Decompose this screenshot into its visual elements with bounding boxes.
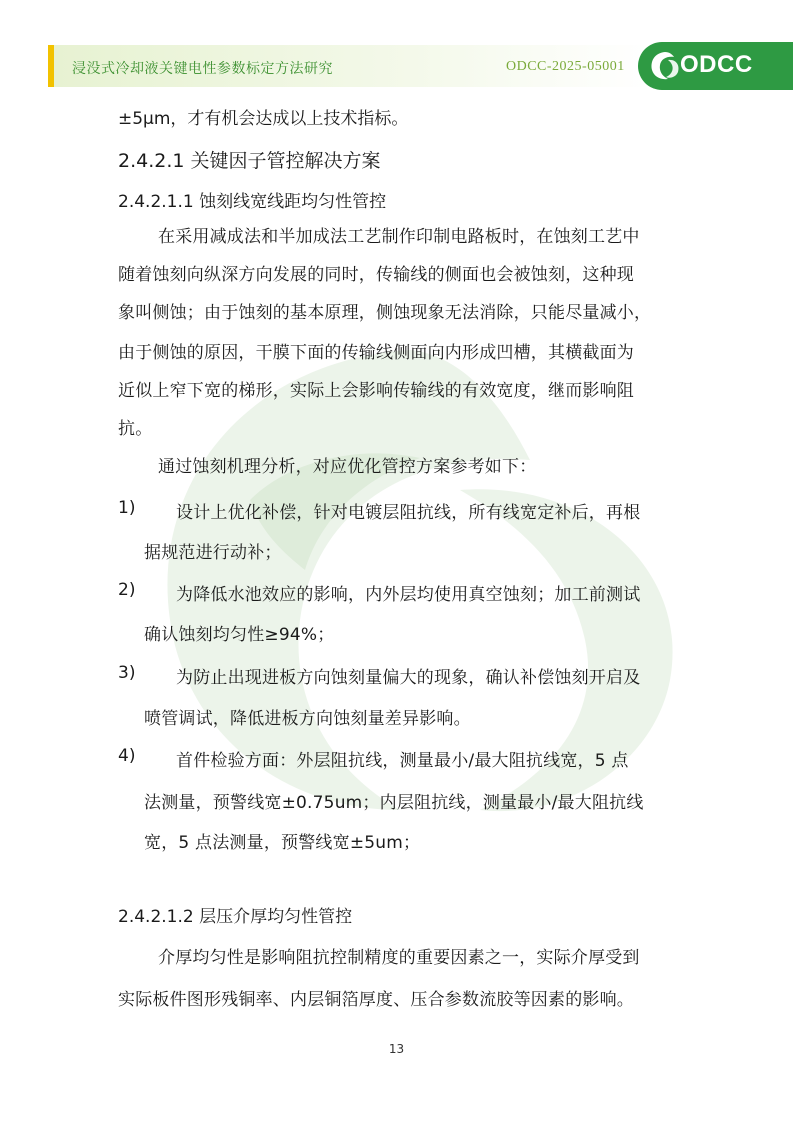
paragraph-line: 由于侧蚀的原因，干膜下面的传输线侧面向内形成凹槽，其横截面为 <box>118 343 634 363</box>
page-number: 13 <box>388 1042 405 1056</box>
paragraph-line: 抗。 <box>118 419 153 439</box>
list-item: 首件检验方面：外层阻抗线，测量最小/最大阻抗线宽，5 点 <box>176 751 629 771</box>
paragraph-line: 在采用减成法和半加成法工艺制作印制电路板时，在蚀刻工艺中 <box>158 227 640 247</box>
paragraph-line: 介厚均匀性是影响阻抗控制精度的重要因素之一，实际介厚受到 <box>158 948 640 968</box>
list-item: 法测量，预警线宽±0.75um；内层阻抗线，测量最小/最大阻抗线 <box>144 793 644 813</box>
list-item-number: 4) <box>118 746 136 766</box>
leaf-logo-icon <box>648 50 682 82</box>
logo-text: ODCC <box>680 51 753 78</box>
page-header <box>48 45 753 87</box>
list-item: 宽，5 点法测量，预警线宽±5um； <box>144 833 421 853</box>
list-item-number: 3) <box>118 663 136 683</box>
paragraph-line: 实际板件图形残铜率、内层铜箔厚度、压合参数流胶等因素的影响。 <box>118 990 634 1010</box>
list-item: 为降低水池效应的影响，内外层均使用真空蚀刻；加工前测试 <box>176 585 641 605</box>
list-item: 确认蚀刻均匀性≥94%； <box>144 625 335 645</box>
carryover-text: ±5μm，才有机会达成以上技术指标。 <box>118 109 409 129</box>
list-item: 据规范进行动补； <box>144 543 282 563</box>
odcc-logo <box>638 42 793 90</box>
paragraph-line: 近似上窄下宽的梯形，实际上会影响传输线的有效宽度，继而影响阻 <box>118 381 634 401</box>
list-item: 为防止出现进板方向蚀刻量偏大的现象，确认补偿蚀刻开启及 <box>176 668 641 688</box>
paragraph-line: 通过蚀刻机理分析，对应优化管控方案参考如下： <box>158 457 537 477</box>
heading-2-4-2-1-1: 2.4.2.1.1 蚀刻线宽线距均匀性管控 <box>118 192 387 212</box>
list-item-number: 2) <box>118 580 136 600</box>
document-title: 浸没式冷却液关键电性参数标定方法研究 <box>72 61 333 77</box>
heading-2-4-2-1-2: 2.4.2.1.2 层压介厚均匀性管控 <box>118 907 353 927</box>
list-item: 设计上优化补偿，针对电镀层阻抗线，所有线宽定补后，再根 <box>176 503 641 523</box>
heading-2-4-2-1: 2.4.2.1 关键因子管控解决方案 <box>118 150 381 172</box>
paragraph-line: 象叫侧蚀；由于蚀刻的基本原理，侧蚀现象无法消除，只能尽量减小， <box>118 303 652 323</box>
list-item-number: 1) <box>118 498 136 518</box>
list-item: 喷管调试，降低进板方向蚀刻量差异影响。 <box>144 709 471 729</box>
document-code: ODCC-2025-05001 <box>506 59 625 74</box>
paragraph-line: 随着蚀刻向纵深方向发展的同时，传输线的侧面也会被蚀刻，这种现 <box>118 265 634 285</box>
